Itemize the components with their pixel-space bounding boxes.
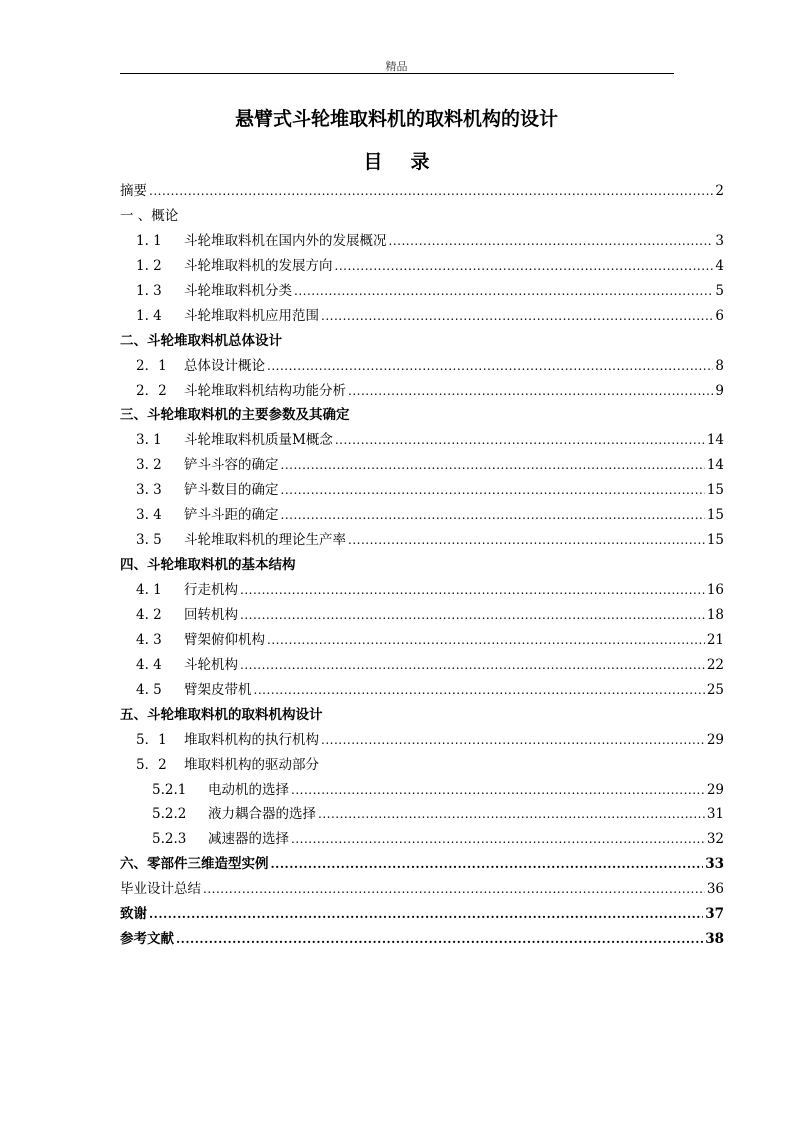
toc-entry-label: 液力耦合器的选择 xyxy=(208,806,316,823)
toc-entry-page-number: 29 xyxy=(706,731,724,748)
toc-entry-number: 4. 1 xyxy=(136,582,162,598)
toc-entry[interactable] xyxy=(120,578,724,603)
toc-entry[interactable] xyxy=(120,728,724,753)
toc-entry-number: 5.2.2 xyxy=(152,806,187,823)
toc-dot-leader xyxy=(291,778,705,803)
toc-entry-label: 四、斗轮堆取料机的基本结构 xyxy=(120,557,296,574)
toc-entry[interactable] xyxy=(120,553,724,578)
table-of-contents xyxy=(120,179,724,952)
toc-entry[interactable] xyxy=(120,354,724,379)
toc-entry[interactable] xyxy=(120,403,724,428)
toc-entry-number: 5．2 xyxy=(136,756,167,773)
toc-entry-page-number: 21 xyxy=(706,631,724,648)
toc-entry-label: 斗轮堆取料机质量M概念 xyxy=(184,432,333,449)
toc-entry-number: 3. 4 xyxy=(136,507,162,524)
toc-dot-leader xyxy=(348,528,705,553)
toc-dot-leader xyxy=(240,653,705,678)
toc-entry-number: 4. 2 xyxy=(136,606,162,623)
toc-entry-page-number: 37 xyxy=(705,906,724,923)
toc-dot-leader xyxy=(335,428,705,453)
toc-dot-leader xyxy=(321,304,713,329)
toc-entry-label: 堆取料机构的驱动部分 xyxy=(184,756,319,773)
toc-entry-label: 行走机构 xyxy=(184,582,238,598)
toc-dot-leader xyxy=(389,229,714,254)
toc-entry[interactable] xyxy=(120,453,724,478)
toc-entry[interactable] xyxy=(120,827,724,852)
toc-entry-label: 斗轮堆取料机在国内外的发展概况 xyxy=(184,232,387,249)
toc-dot-leader xyxy=(271,852,704,877)
toc-entry[interactable] xyxy=(120,852,724,877)
toc-dot-leader xyxy=(291,827,705,852)
toc-entry-number: 4. 3 xyxy=(136,631,162,648)
toc-entry-label: 堆取料机构的执行机构 xyxy=(184,731,319,748)
toc-entry-number: 5.2.1 xyxy=(152,781,187,798)
toc-entry-page-number: 36 xyxy=(706,881,724,898)
toc-dot-leader xyxy=(294,279,713,304)
toc-entry[interactable] xyxy=(120,802,724,827)
toc-entry[interactable] xyxy=(120,304,724,329)
toc-entry-number: 1. 3 xyxy=(136,282,162,299)
toc-entry-page-number: 5 xyxy=(715,282,724,299)
toc-entry-label: 减速器的选择 xyxy=(208,831,289,848)
toc-entry-page-number: 22 xyxy=(706,656,724,673)
page-header-label: 精品 xyxy=(385,60,408,73)
toc-entry-label: 铲斗数目的确定 xyxy=(184,482,279,499)
toc-entry-number: 2．1 xyxy=(136,357,167,374)
toc-entry-page-number: 18 xyxy=(706,606,724,623)
toc-entry-number: 4. 4 xyxy=(136,656,162,673)
toc-entry[interactable] xyxy=(120,603,724,628)
toc-entry-label: 参考文献 xyxy=(120,931,174,948)
toc-entry[interactable] xyxy=(120,927,724,952)
toc-entry-label: 毕业设计总结 xyxy=(120,881,201,898)
toc-entry-label: 臂架皮带机 xyxy=(184,681,252,698)
document-title: 悬臂式斗轮堆取料机的取料机构的设计 xyxy=(234,108,558,130)
toc-entry-label: 五、斗轮堆取料机的取料机构设计 xyxy=(120,706,323,723)
toc-entry-label: 一 、概论 xyxy=(120,207,179,224)
toc-entry-label: 臂架俯仰机构 xyxy=(184,631,265,648)
toc-entry-label: 三、斗轮堆取料机的主要参数及其确定 xyxy=(120,407,350,424)
toc-entry[interactable] xyxy=(120,379,724,404)
toc-entry-page-number: 6 xyxy=(715,307,724,324)
toc-entry-label: 斗轮机构 xyxy=(184,656,238,673)
toc-entry-page-number: 31 xyxy=(706,806,724,823)
toc-entry-page-number: 25 xyxy=(706,681,724,698)
toc-entry[interactable] xyxy=(120,678,724,703)
toc-entry-number: 4. 5 xyxy=(136,681,162,698)
toc-entry-label: 斗轮堆取料机分类 xyxy=(184,282,292,299)
toc-entry-label: 回转机构 xyxy=(184,606,238,623)
toc-entry-label: 电动机的选择 xyxy=(208,781,289,798)
toc-dot-leader xyxy=(281,453,705,478)
toc-entry-label: 铲斗斗容的确定 xyxy=(184,457,279,474)
toc-entry[interactable] xyxy=(120,329,724,354)
toc-entry-number: 5．1 xyxy=(136,731,167,748)
toc-entry-page-number: 15 xyxy=(706,532,724,549)
toc-entry[interactable] xyxy=(120,528,724,553)
toc-entry-page-number: 2 xyxy=(715,183,724,199)
toc-entry-number: 3. 2 xyxy=(136,457,162,474)
toc-entry-page-number: 8 xyxy=(715,357,724,374)
toc-dot-leader xyxy=(240,603,705,628)
toc-dot-leader xyxy=(318,802,705,827)
toc-dot-leader xyxy=(203,877,705,902)
header-divider xyxy=(120,73,674,74)
toc-entry[interactable] xyxy=(120,428,724,453)
toc-entry-number: 2．2 xyxy=(136,382,167,399)
toc-entry[interactable] xyxy=(120,778,724,803)
toc-entry[interactable] xyxy=(120,179,724,204)
toc-entry-label: 摘要 xyxy=(120,183,147,199)
toc-entry-page-number: 4 xyxy=(715,257,724,274)
toc-dot-leader xyxy=(267,354,713,379)
toc-entry-page-number: 33 xyxy=(705,856,724,873)
toc-entry-label: 斗轮堆取料机的理论生产率 xyxy=(184,532,346,549)
toc-entry-page-number: 14 xyxy=(706,432,724,449)
toc-dot-leader xyxy=(149,902,703,927)
toc-entry[interactable] xyxy=(120,279,724,304)
toc-dot-leader xyxy=(281,478,705,503)
toc-dot-leader xyxy=(348,379,713,404)
toc-entry-label: 总体设计概论 xyxy=(184,357,265,374)
toc-entry-page-number: 9 xyxy=(715,382,724,399)
toc-entry-label: 铲斗斗距的确定 xyxy=(184,507,279,524)
toc-entry-page-number: 16 xyxy=(706,582,724,598)
toc-entry-label: 六、零部件三维造型实例 xyxy=(120,856,269,873)
toc-entry-number: 1. 4 xyxy=(136,307,162,324)
toc-entry-page-number: 15 xyxy=(706,507,724,524)
toc-dot-leader xyxy=(321,728,705,753)
toc-entry-label: 致谢 xyxy=(120,906,147,923)
toc-entry-number: 3. 3 xyxy=(136,482,162,499)
toc-heading: 目录 xyxy=(363,151,458,173)
toc-entry-page-number: 14 xyxy=(706,457,724,474)
toc-entry-page-number: 15 xyxy=(706,482,724,499)
toc-dot-leader xyxy=(267,628,705,653)
toc-entry[interactable] xyxy=(120,254,724,279)
toc-entry-page-number: 3 xyxy=(715,232,724,249)
toc-entry-number: 1. 1 xyxy=(136,232,162,249)
toc-dot-leader xyxy=(254,678,705,703)
toc-entry[interactable] xyxy=(120,877,724,902)
toc-entry[interactable] xyxy=(120,204,724,229)
toc-dot-leader xyxy=(281,503,705,528)
toc-entry[interactable] xyxy=(120,229,724,254)
toc-entry-number: 3. 1 xyxy=(136,432,162,449)
toc-dot-leader xyxy=(240,578,705,603)
toc-entry-label: 斗轮堆取料机结构功能分析 xyxy=(184,382,346,399)
toc-entry-page-number: 32 xyxy=(706,831,724,848)
toc-entry-page-number: 29 xyxy=(706,781,724,798)
toc-entry-label: 二、斗轮堆取料机总体设计 xyxy=(120,332,282,349)
toc-entry-number: 3. 5 xyxy=(136,532,162,549)
toc-entry[interactable] xyxy=(120,478,724,503)
toc-dot-leader xyxy=(149,179,713,204)
toc-entry-number: 5.2.3 xyxy=(152,831,187,848)
toc-entry[interactable] xyxy=(120,503,724,528)
toc-entry[interactable] xyxy=(120,753,724,778)
toc-entry[interactable] xyxy=(120,653,724,678)
toc-entry-label: 斗轮堆取料机的发展方向 xyxy=(184,257,333,274)
toc-entry-page-number: 38 xyxy=(705,931,724,948)
toc-dot-leader xyxy=(176,927,703,952)
toc-entry[interactable] xyxy=(120,703,724,728)
toc-entry[interactable] xyxy=(120,902,724,927)
toc-dot-leader xyxy=(335,254,714,279)
toc-entry[interactable] xyxy=(120,628,724,653)
toc-entry-number: 1. 2 xyxy=(136,257,162,274)
toc-entry-label: 斗轮堆取料机应用范围 xyxy=(184,307,319,324)
